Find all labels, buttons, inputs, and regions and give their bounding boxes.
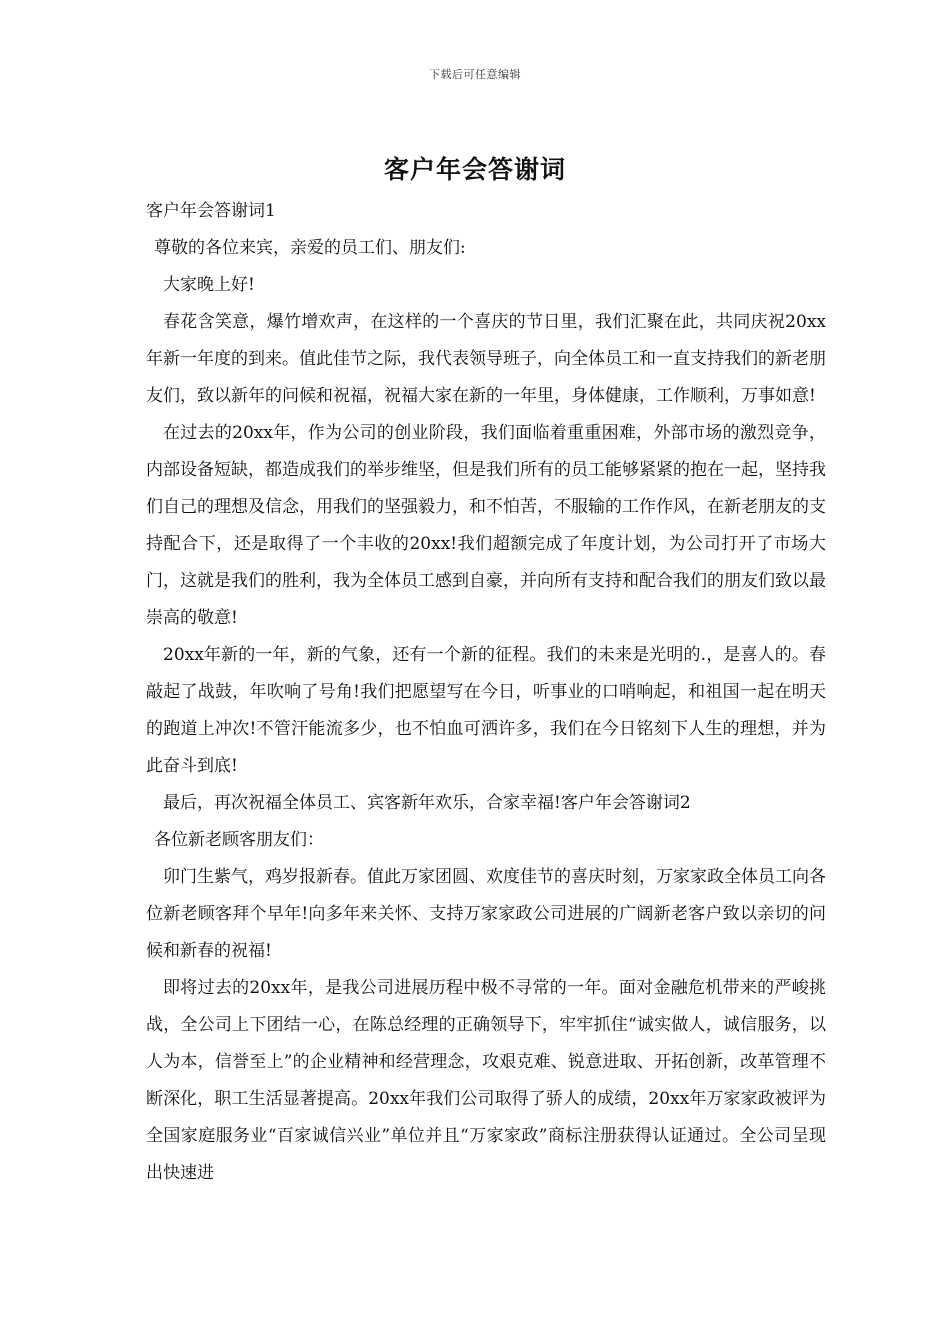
paragraph-body: 在过去的20xx年，作为公司的创业阶段，我们面临着重重困难，外部市场的激烈竞争，内部设备短缺，都造成我们的举步维坚，但是我们所有的员工能够紧紧的抱在一起，坚持我们自己的理想及信念，用我们的坚强毅力，和不怕苦，不服输的工作作风，在新老朋友的支持配合下，还是取得了一个丰收的20xx!我们超额完成了年度计划，为公司打开了市场大门，这就是我们的胜利，我为全体员工感到自豪，并向所有支持和配合我们的朋友们致以最崇高的敬意! [146,423,826,628]
paragraph-greeting-2: 各位新老顾客朋友们： [154,830,324,850]
document-title: 客户年会答谢词 [383,155,566,184]
paragraph-subtitle-1: 客户年会答谢词1 [146,201,276,221]
paragraph-body: 卯门生紫气，鸡岁报新春。值此万家团圆、欢度佳节的喜庆时刻，万家家政全体员工向各位新老顾客拜个早年!向多年来关怀、支持万家家政公司进展的广阔新老客户致以亲切的问候和新春的祝福! [146,867,826,961]
document-body [146,193,826,1192]
paragraph-body: 即将过去的20xx年，是我公司进展历程中极不寻常的一年。面对金融危机带来的严峻挑战，全公司上下团结一心，在陈总经理的正确领导下，牢牢抓住“诚实做人，诚信服务，以人为本，信誉至上”的企业精神和经营理念，攻艰克难、锐意进取、开拓创新，改革管理不断深化，职工生活显著提高。20xx年我们公司取得了骄人的成绩，20xx年万家家政被评为全国家庭服务业“百家诚信兴业”单位并且“万家家政”商标注册获得认证通过。全公司呈现出快速进 [146,978,826,1183]
header-note: 下载后可任意编辑 [429,68,521,81]
paragraph-body: 春花含笑意，爆竹增欢声，在这样的一个喜庆的节日里，我们汇聚在此，共同庆祝20xx年新一年度的到来。值此佳节之际，我代表领导班子，向全体员工和一直支持我们的新老朋友们，致以新年的问候和祝福，祝福大家在新的一年里，身体健康，工作顺利，万事如意! [146,312,826,406]
paragraph-body: 20xx年新的一年，新的气象，还有一个新的征程。我们的未来是光明的.，是喜人的。春敲起了战鼓，年吹响了号角!我们把愿望写在今日，听事业的口哨响起，和祖国一起在明天的跑道上冲次!不管汗能流多少，也不怕血可洒许多，我们在今日铭刻下人生的理想，并为此奋斗到底! [146,645,826,776]
paragraph-body: 最后，再次祝福全体员工、宾客新年欢乐，合家幸福!客户年会答谢词2 [163,793,691,813]
paragraph-salutation: 大家晚上好! [163,275,255,295]
paragraph-greeting: 尊敬的各位来宾，亲爱的员工们、朋友们: [154,238,466,258]
